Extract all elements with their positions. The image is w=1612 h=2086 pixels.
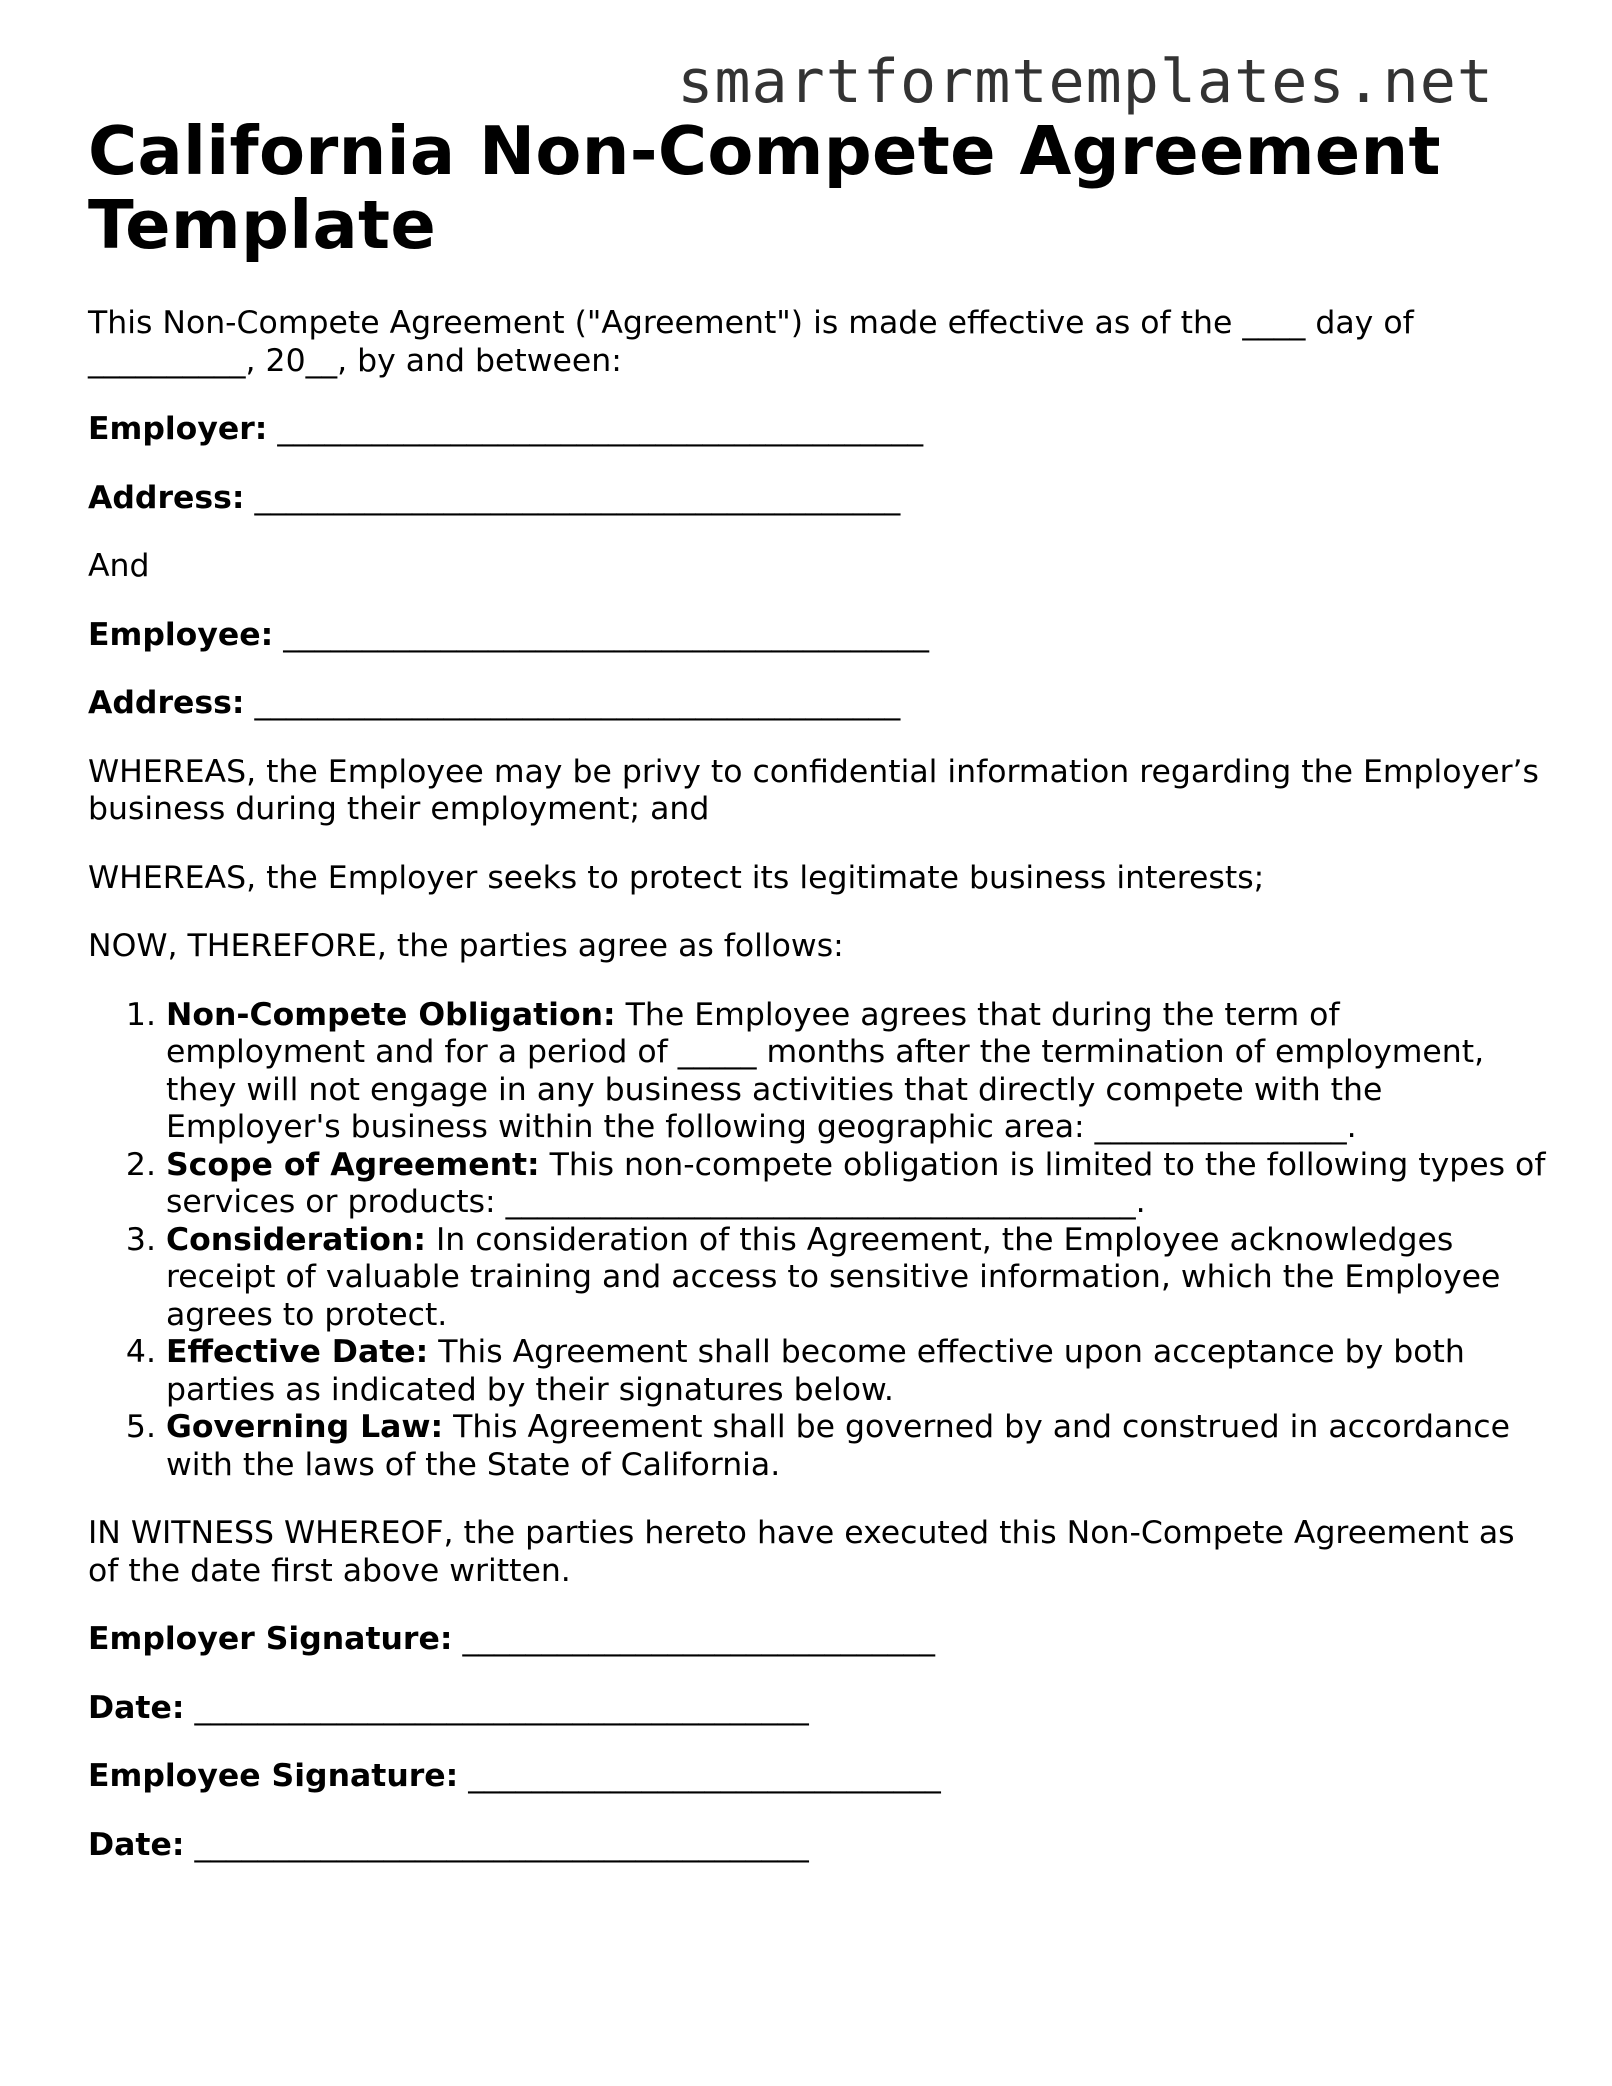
recital-paragraph: WHEREAS, the Employer seeks to protect its legitimate business interests; xyxy=(88,859,1265,896)
employer-signature-field xyxy=(88,1621,1548,1659)
employer-date-label: Date: xyxy=(88,1689,185,1726)
clause-title: Non-Compete Obligation: xyxy=(166,996,616,1033)
employer-label: Employer: xyxy=(88,411,268,447)
and-text: And xyxy=(88,548,150,584)
clause-item xyxy=(166,1222,1548,1335)
employer-blank[interactable]: _________________________________________ xyxy=(277,411,924,447)
employee-signature-field xyxy=(88,1758,1548,1796)
employer-signature-blank[interactable]: ______________________________ xyxy=(462,1621,935,1657)
clause-item xyxy=(166,1147,1548,1222)
employee-address-field xyxy=(88,685,1548,723)
clause-item xyxy=(166,1409,1548,1484)
clause-list xyxy=(88,997,1548,1485)
employer-date-blank[interactable]: _______________________________________ xyxy=(194,1689,809,1726)
employer-address-label: Address: xyxy=(88,479,245,516)
recital-paragraph: NOW, THEREFORE, the parties agree as follows: xyxy=(88,928,844,964)
employer-date-field xyxy=(88,1690,1548,1728)
clause-text: This non-compete obligation is limited to the following types of services or products: ________________________________________. xyxy=(166,1146,1546,1220)
employee-date-label: Date: xyxy=(88,1826,185,1863)
employee-address-blank[interactable]: _________________________________________ xyxy=(254,685,901,721)
clause-text: This Agreement shall be governed by and construed in accordance with the laws of the State of California. xyxy=(166,1409,1510,1483)
clause-item xyxy=(166,997,1548,1147)
recital-paragraph: WHEREAS, the Employee may be privy to confidential information regarding the Employer’s business during their employment; and xyxy=(88,753,1539,827)
clause-title: Consideration: xyxy=(166,1221,426,1258)
clause-text: This Agreement shall become effective upon acceptance by both parties as indicated by their signatures below. xyxy=(166,1334,1465,1408)
employer-signature-label: Employer Signature: xyxy=(88,1621,453,1657)
clause-title: Governing Law: xyxy=(166,1409,444,1445)
employer-field xyxy=(88,411,1548,449)
clause-text: The Employee agrees that during the term of employment and for a period of _____ months after the termination of employment, they will not engage in any business activities that directly compete with the Employer's business within the following geographic area: ________________. xyxy=(166,996,1485,1145)
clause-text: In consideration of this Agreement, the Employee acknowledges receipt of valuable training and access to sensitive information, which the Employee agrees to protect. xyxy=(166,1221,1501,1333)
watermark: smartformtemplates.net xyxy=(677,47,1494,117)
witness-paragraph: IN WITNESS WHEREOF, the parties hereto have executed this Non-Compete Agreement as of the date first above written. xyxy=(88,1515,1515,1589)
employee-signature-blank[interactable]: ______________________________ xyxy=(468,1758,941,1794)
employee-address-label: Address: xyxy=(88,685,245,721)
employee-date-field xyxy=(88,1827,1548,1865)
employee-signature-label: Employee Signature: xyxy=(88,1758,459,1794)
document-body xyxy=(88,305,1548,1895)
document-title: California Non-Compete Agreement Template xyxy=(88,112,1441,264)
clause-title: Effective Date: xyxy=(166,1334,429,1370)
employee-label: Employee: xyxy=(88,616,274,653)
employee-field xyxy=(88,617,1548,655)
employer-address-field xyxy=(88,480,1548,518)
clause-item xyxy=(166,1334,1548,1409)
clause-title: Scope of Agreement: xyxy=(166,1146,540,1183)
employee-blank[interactable]: _________________________________________ xyxy=(283,616,929,653)
employee-date-blank[interactable]: _______________________________________ xyxy=(194,1826,809,1863)
employer-address-blank[interactable]: _________________________________________ xyxy=(254,479,901,516)
intro-paragraph: This Non-Compete Agreement ("Agreement") is made effective as of the ____ day of __________, 20__, by and between: xyxy=(88,305,1414,379)
